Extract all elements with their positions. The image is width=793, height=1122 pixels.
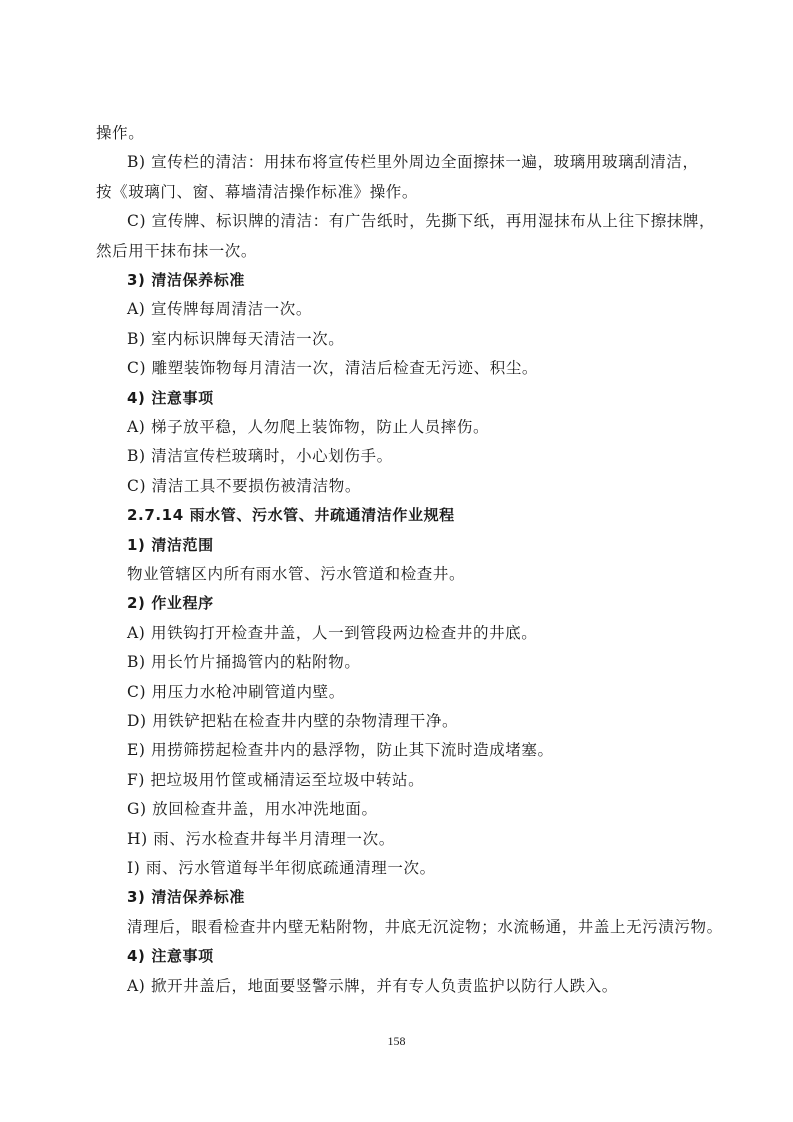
paragraph-line: 按《玻璃门、窗、幕墙清洁操作标准》操作。 (96, 183, 419, 201)
paragraph-line: 操作。 (96, 124, 145, 142)
list-item-b: B) 宣传栏的清洁：用抹布将宣传栏里外周边全面擦抹一遍，玻璃用玻璃刮清洁， (127, 153, 699, 171)
list-item-h: H) 雨、污水检查井每半月清理一次。 (127, 830, 395, 848)
list-item-a: A) 梯子放平稳，人勿爬上装饰物，防止人员摔伤。 (127, 418, 490, 436)
list-item-c: C) 用压力水枪冲刷管道内壁。 (127, 683, 345, 701)
list-item-a: A) 用铁钩打开检查井盖，人一到管段两边检查井的井底。 (127, 624, 538, 642)
list-item-e: E) 用捞筛捞起检查井内的悬浮物，防止其下流时造成堵塞。 (127, 741, 554, 759)
list-item-d: D) 用铁铲把粘在检查井内壁的杂物清理干净。 (127, 712, 459, 730)
paragraph-line: 清理后，眼看检查井内壁无粘附物，井底无沉淀物；水流畅通，井盖上无污渍污物。 (127, 918, 723, 936)
list-item-b: B) 用长竹片捅捣管内的粘附物。 (127, 653, 361, 671)
list-item-f: F) 把垃圾用竹筐或桶清运至垃圾中转站。 (127, 771, 425, 789)
section-heading: 4) 注意事项 (127, 389, 214, 407)
page-number: 158 (387, 1034, 406, 1048)
section-heading: 3) 清洁保养标准 (127, 271, 245, 289)
list-item-b: B) 室内标识牌每天清洁一次。 (127, 330, 345, 348)
paragraph-line: 然后用干抹布抹一次。 (96, 242, 258, 260)
section-heading: 2) 作业程序 (127, 594, 214, 612)
list-item-a: A) 掀开井盖后，地面要竖警示牌，并有专人负责监护以防行人跌入。 (127, 977, 618, 995)
section-heading: 3) 清洁保养标准 (127, 888, 245, 906)
section-heading: 1) 清洁范围 (127, 536, 214, 554)
list-item-c: C) 清洁工具不要损伤被清洁物。 (127, 477, 361, 495)
list-item-g: G) 放回检查井盖，用水冲洗地面。 (127, 800, 378, 818)
list-item-a: A) 宣传牌每周清洁一次。 (127, 300, 312, 318)
list-item-c: C) 宣传牌、标识牌的清洁：有广告纸时，先撕下纸，再用湿抹布从上往下擦抹牌， (127, 212, 716, 230)
section-heading: 4) 注意事项 (127, 947, 214, 965)
subsection-title: 2.7.14 雨水管、污水管、井疏通清洁作业规程 (127, 506, 455, 524)
list-item-b: B) 清洁宣传栏玻璃时，小心划伤手。 (127, 447, 393, 465)
paragraph-line: 物业管辖区内所有雨水管、污水管道和检查井。 (127, 565, 466, 583)
list-item-c: C) 雕塑装饰物每月清洁一次，清洁后检查无污迹、积尘。 (127, 359, 539, 377)
list-item-i: I) 雨、污水管道每半年彻底疏通清理一次。 (127, 859, 436, 877)
